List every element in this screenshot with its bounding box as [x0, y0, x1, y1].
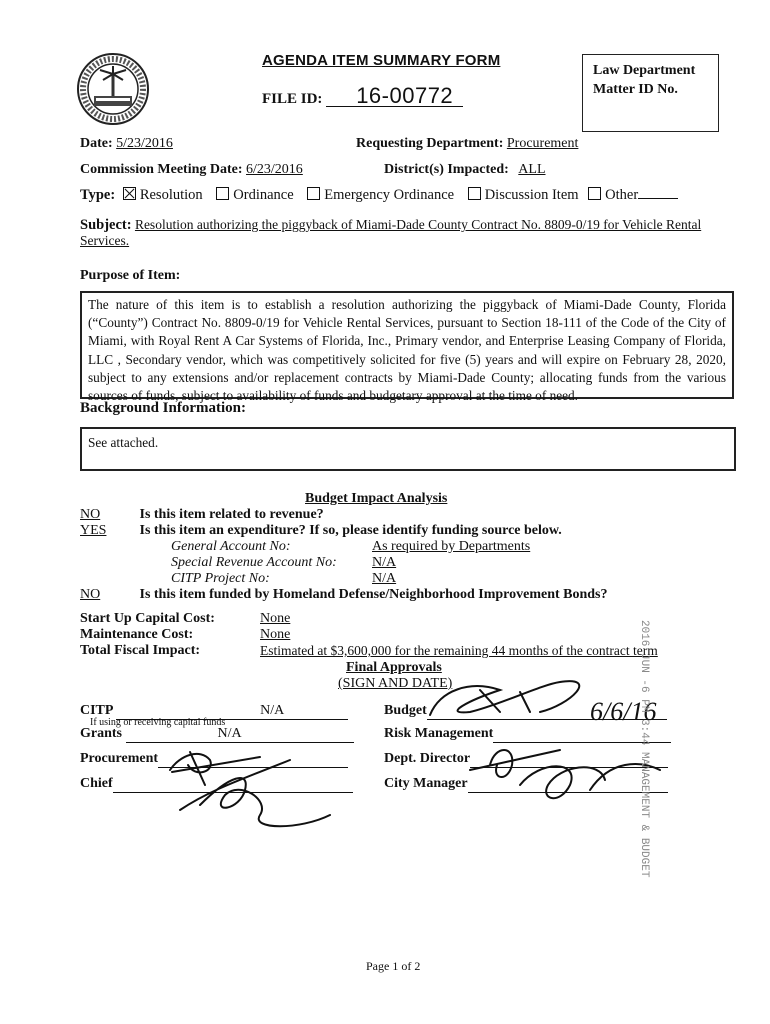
type-option-resolution: Resolution — [139, 187, 203, 203]
type-row — [80, 187, 678, 204]
procurement-label: Procurement — [80, 751, 159, 766]
account-citp-label: CITP Project No: — [171, 571, 270, 586]
subject-line2: Services. — [80, 233, 130, 248]
cost-total-value: Estimated at $3,600,000 for the remaining 44 months of the contract term — [260, 643, 658, 658]
q1-answer: NO — [80, 507, 101, 522]
type-label: Type: — [80, 187, 116, 203]
district-row — [384, 162, 546, 178]
q3-text: Is this item funded by Homeland Defense/Neighborhood Improvement Bonds? — [139, 587, 608, 602]
type-option-other: Other — [605, 187, 639, 203]
q3-answer: NO — [80, 587, 101, 602]
chief-label: Chief — [80, 776, 113, 791]
page-number: Page 1 of 2 — [366, 959, 421, 973]
risk-row — [384, 726, 671, 743]
district-value: ALL — [518, 162, 546, 177]
cost-maintenance-value: None — [260, 627, 291, 642]
account-special-label: Special Revenue Account No: — [171, 555, 337, 570]
date-row — [80, 136, 173, 152]
citp-label: CITP — [80, 703, 113, 718]
subject-label: Subject: — [80, 217, 132, 233]
subject-line1: Resolution authorizing the piggyback of Miami-Dade County Contract No. 8809-0/19 for Vehicle Rental — [134, 217, 702, 232]
law-dept-line2: Matter ID No. — [593, 82, 678, 97]
law-department-box — [582, 54, 719, 132]
account-citp-value: N/A — [372, 571, 397, 586]
file-id — [262, 83, 463, 108]
type-option-discussion: Discussion Item — [484, 187, 579, 203]
budget-row — [384, 703, 667, 720]
type-option-emergency: Emergency Ordinance — [324, 187, 455, 203]
commission-label: Commission Meeting Date: — [80, 162, 243, 177]
purpose-label: Purpose of Item: — [80, 268, 181, 283]
background-label: Background Information: — [80, 400, 246, 416]
file-id-value: 16-00772 — [326, 86, 463, 107]
q2-answer: YES — [80, 523, 107, 538]
account-special-value: N/A — [372, 555, 397, 570]
cost-maintenance-label: Maintenance Cost: — [80, 627, 194, 642]
q1-text: Is this item related to revenue? — [139, 507, 324, 522]
grants-value: N/A — [217, 726, 242, 741]
q3-row — [80, 587, 608, 603]
subject — [80, 217, 730, 249]
date-value: 5/23/2016 — [116, 136, 173, 151]
q2-row — [80, 523, 562, 539]
commission-row — [80, 162, 303, 178]
approvals-subheading: (SIGN AND DATE) — [338, 676, 453, 691]
purpose-text: The nature of this item is to establish a resolution authorizing the piggyback of Miami-Dade County, Florida (“County”) Contract No. 8809-0/19 for Vehicle Rental Services, pursuant to Section 18-111 of the Code of the City of Miami, with Royal Rent A Car Systems of Florida, Inc., Primary vendor, and Enterprise Leasing Company of Florida, LLC , Secondary vendor, which was competitively solicited for five (5) years and will expire on February 28, 2020, subject to any extensions and/or replacement contracts by Miami-Dade County; allocating funds from the various sources of funds, subject to availability of funds and budgetary approval at the time of need. — [80, 291, 734, 399]
handwritten-date: 6/6/16 — [590, 697, 657, 726]
grants-label: Grants — [80, 726, 122, 741]
chief-row — [80, 776, 353, 793]
chief-signature — [180, 760, 330, 826]
requesting-dept-value: Procurement — [506, 136, 579, 151]
type-option-ordinance: Ordinance — [233, 187, 294, 203]
form-title: AGENDA ITEM SUMMARY FORM — [262, 52, 501, 69]
background-text: See attached. — [80, 427, 736, 471]
other-checkbox[interactable] — [588, 187, 601, 200]
city-manager-label: City Manager — [384, 776, 468, 791]
budget-heading: Budget Impact Analysis — [305, 491, 448, 506]
q1-row — [80, 507, 324, 523]
dept-director-row — [384, 751, 668, 768]
approvals-heading: Final Approvals — [346, 660, 442, 675]
received-stamp: 2016 JUN -6 PM 3:44 MANAGEMENT & BUDGET — [638, 620, 650, 878]
emergency-ordinance-checkbox[interactable] — [307, 187, 320, 200]
grants-row — [80, 726, 354, 743]
requesting-dept-label: Requesting Department: — [356, 136, 504, 151]
citp-note: If using or receiving capital funds — [90, 717, 226, 728]
law-dept-line1: Law Department — [593, 63, 696, 78]
district-label: District(s) Impacted: — [384, 162, 509, 177]
q2-text: Is this item an expenditure? If so, please identify funding source below. — [139, 523, 562, 538]
commission-value: 6/23/2016 — [246, 162, 303, 177]
requesting-dept-row — [356, 136, 578, 152]
city-seal-logo — [76, 52, 150, 126]
cost-total-label: Total Fiscal Impact: — [80, 643, 201, 658]
account-general-value: As required by Departments — [372, 539, 531, 554]
procurement-row — [80, 751, 348, 768]
cost-startup-value: None — [260, 611, 291, 626]
dept-director-label: Dept. Director — [384, 751, 471, 766]
resolution-checkbox[interactable] — [123, 187, 136, 200]
risk-label: Risk Management — [384, 726, 494, 741]
cost-startup-label: Start Up Capital Cost: — [80, 611, 215, 626]
citp-value: N/A — [260, 703, 285, 718]
discussion-item-checkbox[interactable] — [468, 187, 481, 200]
account-general-label: General Account No: — [171, 539, 291, 554]
ordinance-checkbox[interactable] — [216, 187, 229, 200]
date-label: Date: — [80, 136, 113, 151]
budget-approval-label: Budget — [384, 703, 427, 718]
file-id-label: FILE ID: — [262, 91, 323, 107]
city-manager-row — [384, 776, 668, 793]
